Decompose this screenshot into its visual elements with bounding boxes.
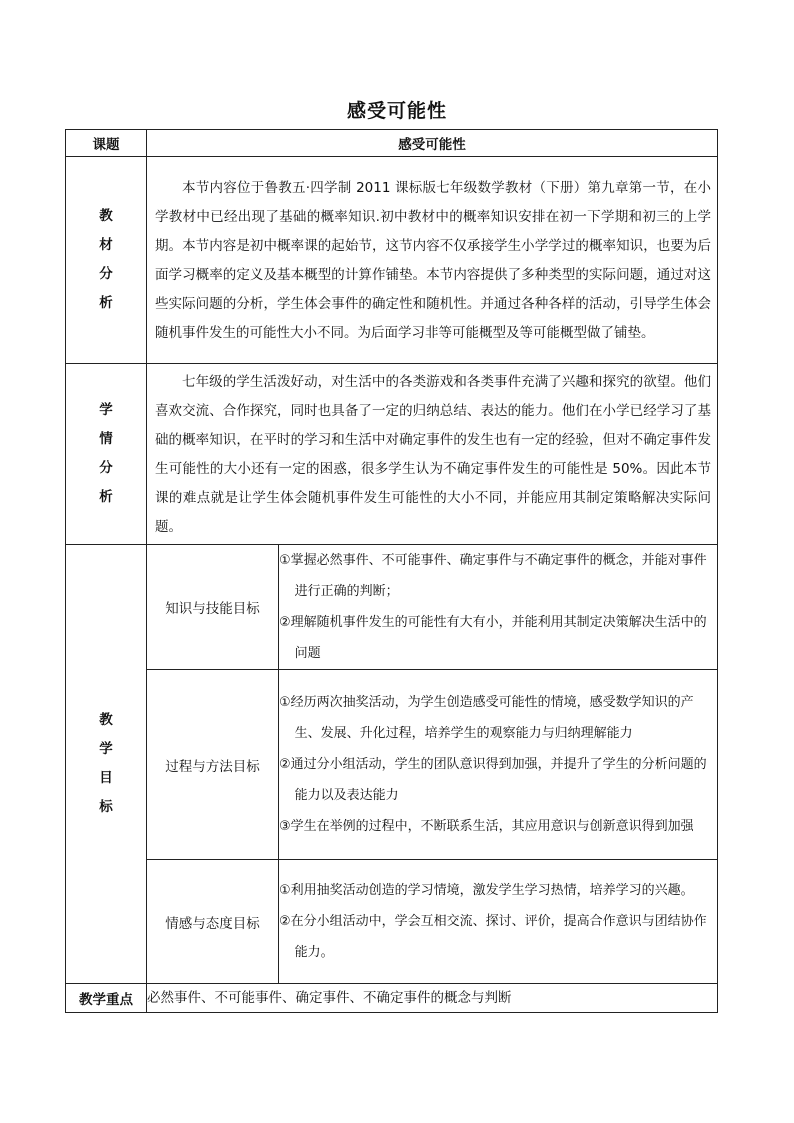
goal-item: ②理解随机事件发生的可能性有大有小，并能利用其制定决策解决生活中的问题: [279, 615, 707, 661]
label-char: 分: [99, 460, 113, 476]
material-analysis-text: 本节内容位于鲁教五·四学制 2011 课标版七年级数学教材（下册）第九章第一节，在小学教材中已经出现了基础的概率知识.初中教材中的概率知识安排在初一下学期和初三的上学期。本节内容是初中概率课的起始节，这节内容不仅承接学生小学学过的概率知识，也要为后面学习概率的定义及基本概型的计算作铺垫。本节内容提供了多种类型的实际问题，通过对这些实际问题的分析，学生体会事件的确定性和随机性。并通过各种各样的活动，引导学生体会随机事件发生的可能性大小不同。为后面学习非等可能概型及等可能概型做了铺垫。: [155, 180, 711, 341]
goal-item: ①经历两次抽奖活动，为学生创造感受可能性的情境，感受数学知识的产生、发展、升化过程，培养学生的观察能力与归纳理解能力: [279, 695, 694, 741]
topic-value: 感受可能性: [147, 130, 718, 157]
label-char: 情: [99, 431, 113, 447]
goal-label-knowledge: 知识与技能目标: [147, 545, 279, 670]
student-analysis-text: 七年级的学生活泼好动，对生活中的各类游戏和各类事件充满了兴趣和探究的欲望。他们喜欢交流、合作探究，同时也具备了一定的归纳总结、表达的能力。他们在小学已经学习了基础的概率知识，在平时的学习和生活中对确定事件的发生也有一定的经验，但对不确定事件发生可能性的大小还有一定的困惑，很多学生认为不确定事件发生的可能性是 50%。因此本节课的难点就是让学生体会随机事件发生可能性的大小不同，并能应用其制定策略解决实际问题。: [155, 374, 711, 535]
label-char: 教: [99, 208, 113, 224]
label-char: 学: [99, 741, 113, 757]
label-char: 教: [99, 712, 113, 728]
label-char: 分: [99, 266, 113, 282]
goal-item: ②通过分小组活动，学生的团队意识得到加强，并提升了学生的分析问题的能力以及表达能力: [279, 757, 707, 803]
goal-item: ②在分小组活动中，学会互相交流、探讨、评价，提高合作意识与团结协作能力。: [279, 914, 707, 960]
label-char: 析: [99, 489, 113, 505]
topic-row: [66, 130, 718, 157]
key-points-row: [66, 984, 718, 1013]
goal-item: ①利用抽奖活动创造的学习情境，激发学生学习热情，培养学习的兴趣。: [279, 883, 694, 898]
student-analysis-label: [66, 364, 147, 545]
goal-row-knowledge: [66, 545, 718, 670]
goal-item: ①掌握必然事件、不可能事件、确定事件与不确定事件的概念，并能对事件进行正确的判断；: [279, 553, 707, 599]
lesson-plan-table: [65, 129, 718, 1013]
student-analysis-cell: [147, 364, 718, 545]
label-char: 材: [99, 237, 113, 253]
goal-row-process: [66, 670, 718, 860]
key-points-label: 教学重点: [66, 984, 147, 1013]
material-analysis-row: [66, 157, 718, 364]
label-char: 学: [99, 402, 113, 418]
material-analysis-cell: [147, 157, 718, 364]
label-char: 标: [99, 799, 113, 815]
teaching-goals-label: [66, 545, 147, 984]
label-char: 析: [99, 295, 113, 311]
page-title: 感受可能性: [346, 100, 447, 122]
student-analysis-row: [66, 364, 718, 545]
key-points-text: 必然事件、不可能事件、确定事件、不确定事件的概念与判断: [147, 984, 718, 1013]
goal-row-attitude: [66, 860, 718, 984]
topic-label: 课题: [66, 130, 147, 157]
label-char: 目: [99, 770, 113, 786]
goal-label-attitude: 情感与态度目标: [147, 860, 279, 984]
goal-items-knowledge: [279, 545, 718, 670]
goal-items-attitude: [279, 860, 718, 984]
material-analysis-label: [66, 157, 147, 364]
goal-label-process: 过程与方法目标: [147, 670, 279, 860]
goal-item: ③学生在举例的过程中，不断联系生活，其应用意识与创新意识得到加强: [279, 819, 694, 834]
goal-items-process: [279, 670, 718, 860]
